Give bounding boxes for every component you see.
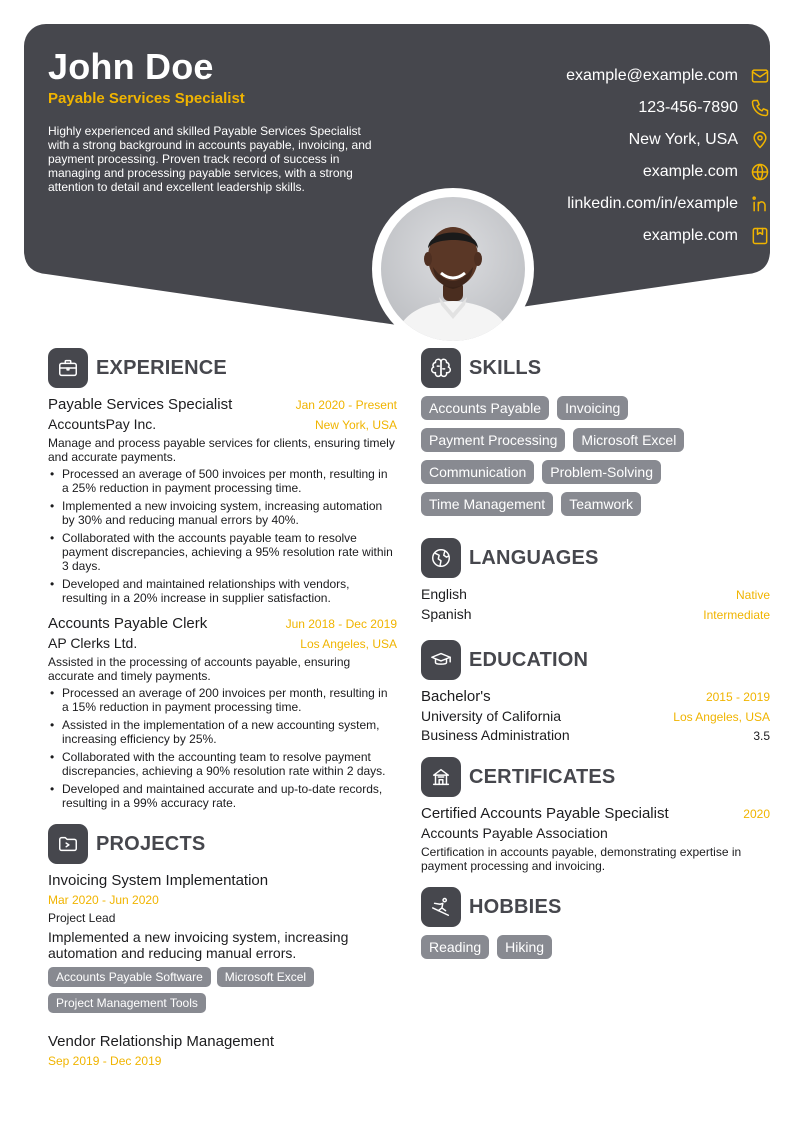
contact-email[interactable] — [430, 60, 770, 92]
languages-section-header — [421, 538, 770, 578]
job-role: Payable Services Specialist — [48, 396, 233, 413]
achievement-item: • Processed an average of 200 invoices per month, resulting in a 15% reduction in payment processing time. — [48, 686, 397, 714]
language-name: Spanish — [421, 606, 472, 622]
education-location: Los Angeles, USA — [673, 710, 770, 724]
job-company: AP Clerks Ltd. — [48, 635, 138, 651]
certificate-description: Certification in accounts payable, demonstrating expertise in payment processing and invoicing. — [421, 845, 742, 873]
project-tag: Accounts Payable Software — [48, 967, 211, 987]
phone-icon — [750, 98, 770, 118]
job-company: AccountsPay Inc. — [48, 416, 157, 432]
job-achievements — [48, 686, 397, 810]
skill-tag: Invoicing — [557, 396, 628, 420]
project-role: Project Lead — [48, 911, 116, 925]
education-degree: Bachelor's — [421, 688, 491, 705]
skill-tag: Time Management — [421, 492, 553, 516]
languages-title: LANGUAGES — [469, 546, 599, 569]
education-title: EDUCATION — [469, 648, 589, 671]
project-tag: Microsoft Excel — [217, 967, 314, 987]
skill-tag: Communication — [421, 460, 534, 484]
location-pin-icon — [750, 130, 770, 150]
job-role: Accounts Payable Clerk — [48, 615, 208, 632]
contact-portfolio-text[interactable]: example.com — [642, 227, 738, 244]
job-summary: Manage and process payable services for clients, ensuring timely and accurate payments. — [48, 436, 395, 464]
education-gpa: 3.5 — [753, 729, 770, 743]
education-section-header — [421, 640, 770, 680]
contact-phone[interactable] — [430, 92, 770, 124]
job-location: New York, USA — [314, 418, 397, 432]
job-dates: Jun 2018 - Dec 2019 — [285, 617, 397, 631]
language-icon — [421, 538, 461, 578]
certificate-issuer: Accounts Payable Association — [421, 825, 608, 841]
language-row — [421, 586, 770, 606]
certificate-entry — [421, 805, 770, 873]
brain-icon — [421, 348, 461, 388]
achievement-item: • Assisted in the implementation of a new accounting system, increasing efficiency by 25%. — [48, 718, 397, 746]
candidate-title: Payable Services Specialist — [48, 90, 245, 107]
language-row — [421, 606, 770, 626]
job-entry — [48, 396, 397, 605]
job-location: Los Angeles, USA — [300, 637, 397, 651]
hobby-tag: Hiking — [497, 935, 552, 959]
folder-icon — [48, 824, 88, 864]
skills-title: SKILLS — [469, 356, 542, 379]
project-tag: Project Management Tools — [48, 993, 206, 1013]
certificates-section-header — [421, 757, 770, 797]
achievement-item: • Collaborated with the accounting team to resolve payment discrepancies, achieving a 90% resolution rate within 2 days. — [48, 750, 397, 778]
certificate-name: Certified Accounts Payable Specialist — [421, 805, 669, 822]
experience-section-header — [48, 348, 397, 388]
right-column — [421, 348, 770, 967]
left-column — [48, 348, 397, 1068]
education-entry — [421, 688, 770, 743]
skill-tag: Problem-Solving — [542, 460, 661, 484]
contact-phone-text[interactable]: 123-456-7890 — [638, 99, 738, 116]
language-level: Intermediate — [703, 608, 770, 622]
job-achievements — [48, 467, 397, 605]
contact-location-text: New York, USA — [628, 131, 738, 148]
skill-tag: Payment Processing — [421, 428, 565, 452]
hobby-tag: Reading — [421, 935, 489, 959]
languages-list — [421, 586, 770, 626]
skills-list — [421, 396, 721, 524]
contact-location — [430, 124, 770, 156]
achievement-item: • Developed and maintained accurate and up-to-date records, resulting in a 99% accuracy rate. — [48, 782, 397, 810]
skills-section-header — [421, 348, 770, 388]
certificates-title: CERTIFICATES — [469, 765, 616, 788]
education-school: University of California — [421, 708, 562, 724]
language-level: Native — [735, 588, 770, 602]
job-entry — [48, 615, 397, 810]
institution-icon — [421, 757, 461, 797]
hobbies-title: HOBBIES — [469, 895, 562, 918]
globe-icon — [750, 162, 770, 182]
projects-title: PROJECTS — [96, 832, 206, 855]
achievement-item: • Implemented a new invoicing system, increasing automation by 30% and reducing manual errors by 40%. — [48, 499, 397, 527]
language-name: English — [421, 586, 467, 602]
achievement-item: • Collaborated with the accounts payable team to resolve payment discrepancies, achieving a 95% resolution rate within 3 days. — [48, 531, 397, 573]
education-dates: 2015 - 2019 — [705, 690, 770, 704]
skill-tag: Teamwork — [561, 492, 641, 516]
contact-website-text[interactable]: example.com — [642, 163, 738, 180]
skiing-icon — [421, 887, 461, 927]
job-summary: Assisted in the processing of accounts payable, ensuring accurate and timely payments. — [48, 655, 351, 683]
achievement-item: • Developed and maintained relationships with vendors, resulting in a 20% increase in supplier satisfaction. — [48, 577, 397, 605]
experience-title: EXPERIENCE — [96, 356, 227, 379]
contact-email-text[interactable]: example@example.com — [566, 67, 738, 84]
profile-photo — [381, 197, 525, 341]
mail-icon — [750, 66, 770, 86]
contact-website[interactable] — [430, 156, 770, 188]
education-field: Business Administration — [421, 727, 570, 743]
project-description: Implemented a new invoicing system, increasing automation and reducing manual errors. — [48, 929, 349, 961]
profile-summary: Highly experienced and skilled Payable Services Specialist with a strong background in accounts payable, invoicing, and payment processing. Proven track record of success in managing and processing payable services, with a strong attention to detail and excellent leadership skills. — [48, 124, 372, 194]
skill-tag: Accounts Payable — [421, 396, 549, 420]
projects-section-header — [48, 824, 397, 864]
hobbies-list — [421, 935, 770, 967]
contact-linkedin-text[interactable]: linkedin.com/in/example — [567, 195, 738, 212]
project-title: Invoicing System Implementation — [48, 872, 269, 889]
linkedin-icon — [750, 194, 770, 214]
briefcase-icon — [48, 348, 88, 388]
project-dates: Mar 2020 - Jun 2020 — [48, 893, 159, 907]
bookmark-icon — [750, 226, 770, 246]
candidate-name: John Doe — [48, 46, 214, 87]
project-dates: Sep 2019 - Dec 2019 — [48, 1054, 162, 1068]
project-entry — [48, 1033, 397, 1068]
hobbies-section-header — [421, 887, 770, 927]
skill-tag: Microsoft Excel — [573, 428, 684, 452]
project-tags — [48, 967, 397, 1019]
achievement-item: • Processed an average of 500 invoices per month, resulting in a 25% reduction in payment processing time. — [48, 467, 397, 495]
certificate-year: 2020 — [743, 807, 770, 821]
graduation-cap-icon — [421, 640, 461, 680]
project-entry — [48, 872, 397, 1019]
job-dates: Jan 2020 - Present — [295, 398, 397, 412]
project-title: Vendor Relationship Management — [48, 1033, 274, 1050]
